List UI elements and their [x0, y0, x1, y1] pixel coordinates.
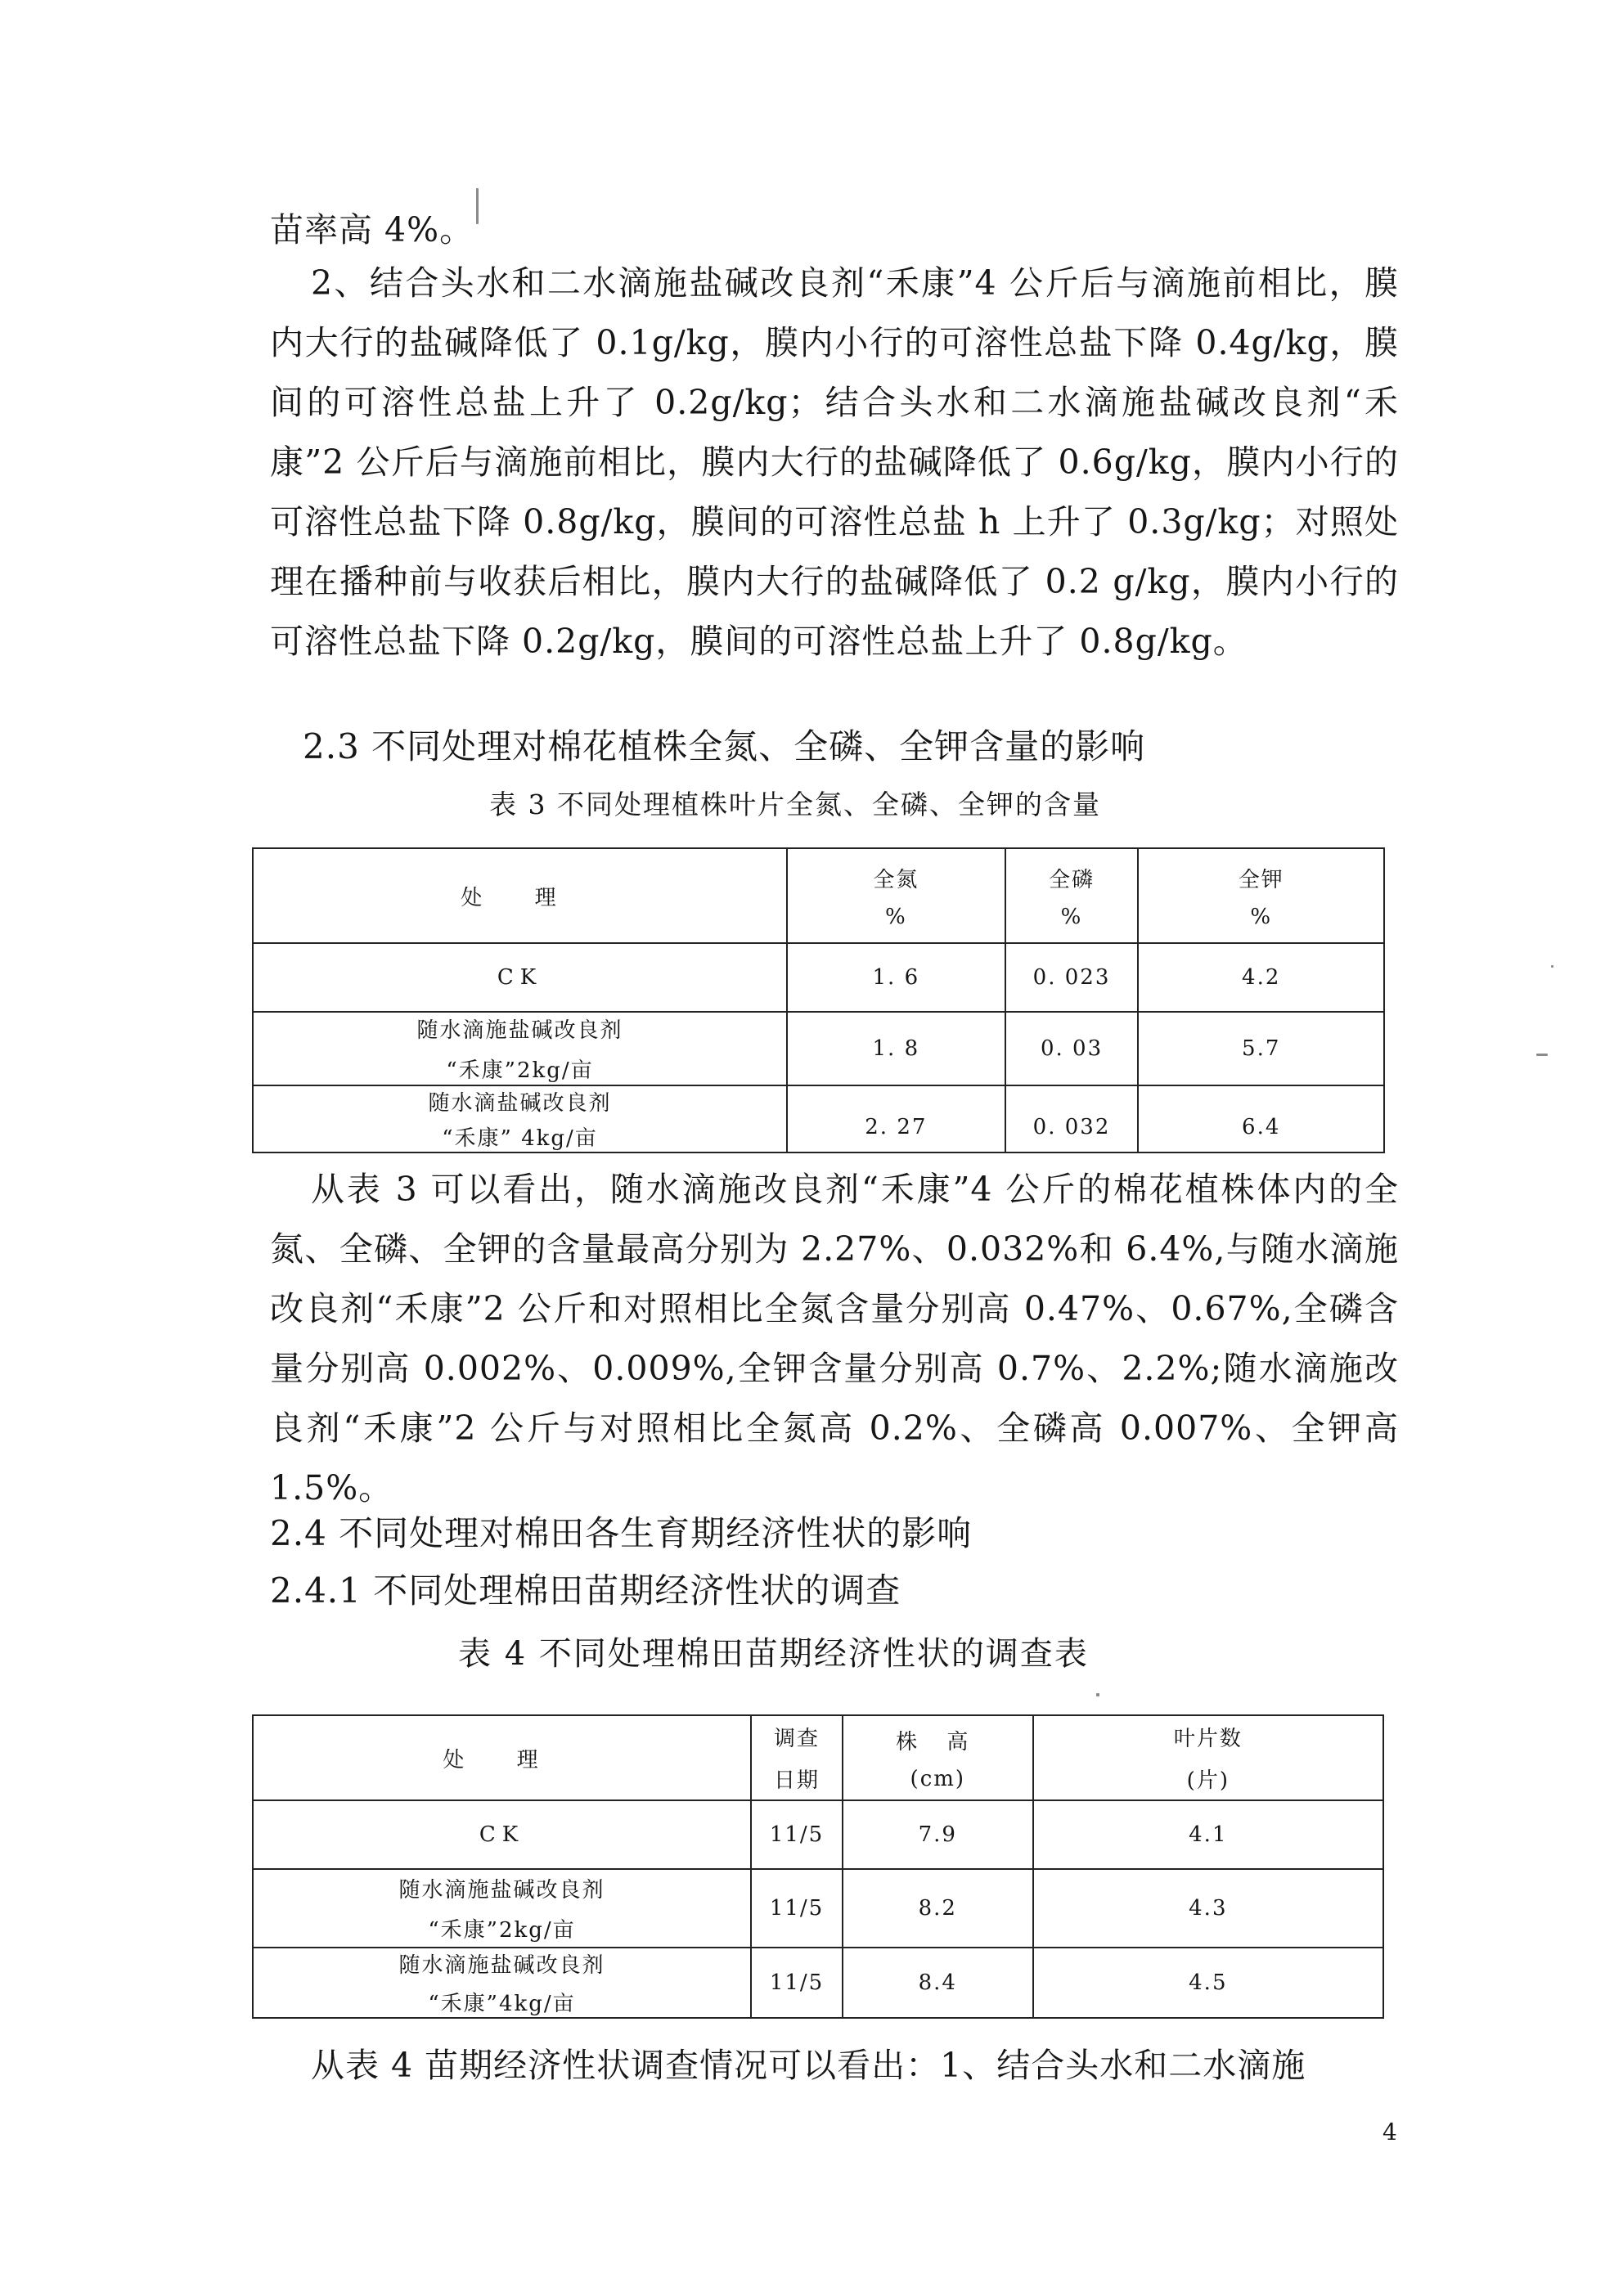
treatment-name: CK — [479, 1822, 525, 1847]
nitrogen-cell: 1. 8 — [787, 1012, 1005, 1085]
header-label: 全氮 — [873, 867, 919, 892]
potassium-cell: 6.4 — [1138, 1085, 1384, 1152]
table3-header-phosphorus — [1005, 848, 1139, 943]
header-label: 全磷 — [1049, 867, 1095, 892]
scan-mark — [1551, 965, 1553, 968]
section-heading-2-4: 2.4 不同处理对棉田各生育期经济性状的影响 — [270, 1513, 973, 1553]
table4-header-row — [253, 1715, 1383, 1800]
treatment-dose: “禾康”2kg/亩 — [446, 1058, 594, 1083]
treatment-name: 随水滴施盐碱改良剂 — [416, 1018, 623, 1043]
scan-mark — [1536, 1054, 1548, 1056]
treatment-name: 随水滴施盐碱改良剂 — [398, 1953, 605, 1978]
section-heading-2-3: 2.3 不同处理对棉花植株全氮、全磷、全钾含量的影响 — [303, 726, 1146, 766]
table-row — [253, 943, 1384, 1012]
table3-caption: 表 3 不同处理植株叶片全氮、全磷、全钾的含量 — [489, 789, 1101, 820]
section-heading-2-4-1: 2.4.1 不同处理棉田苗期经济性状的调查 — [270, 1570, 901, 1611]
scan-mark — [476, 188, 479, 224]
table3-header-treatment: 处 理 — [253, 848, 787, 943]
nitrogen-cell: 2. 27 — [787, 1085, 1005, 1152]
table4 — [252, 1714, 1384, 2019]
header-label: 叶片数 — [1173, 1727, 1243, 1751]
table3-header-potassium — [1138, 848, 1384, 943]
header-unit: (片) — [1186, 1768, 1230, 1793]
treatment-name: CK — [497, 965, 543, 990]
paragraph-table3-analysis: 从表 3 可以看出，随水滴施改良剂“禾康”4 公斤的棉花植株体内的全氮、全磷、全钾的含量最高分别为 2.27%、0.032%和 6.4%,与随水滴施改良剂“禾康”2 公斤和对照相比全氮含量分别高 0.47%、0.67%,全磷含量分别高 0.002%、0.009%,全钾含量分别高 0.7%、2.2%;随水滴施改良剂“禾康”2 公斤与对照相比全氮高 0.2%、全磷高 0.007%、全钾高 1.5%。 — [270, 1170, 1399, 1507]
table-row — [253, 1800, 1383, 1869]
potassium-cell: 5.7 — [1138, 1012, 1384, 1085]
header-unit: (cm) — [910, 1766, 966, 1791]
treatment-cell — [253, 1948, 751, 2018]
nitrogen-cell: 1. 6 — [787, 943, 1005, 1012]
treatment-dose: “禾康” 4kg/亩 — [442, 1126, 598, 1151]
header-label: 株 高 — [896, 1729, 980, 1755]
table4-header-treatment: 处 理 — [253, 1715, 751, 1800]
date-cell: 11/5 — [751, 1869, 843, 1948]
header-label: 日期 — [774, 1768, 820, 1793]
date-cell: 11/5 — [751, 1948, 843, 2018]
page-number: 4 — [1382, 2119, 1397, 2145]
height-cell: 8.4 — [843, 1948, 1033, 2018]
header-label: 调查 — [774, 1727, 820, 1751]
treatment-cell — [253, 1085, 787, 1152]
phosphorus-cell: 0. 032 — [1005, 1085, 1139, 1152]
leaves-cell: 4.5 — [1033, 1948, 1383, 2018]
table-row — [253, 1948, 1383, 2018]
paragraph-continuation: 苗率高 4%。 — [270, 210, 474, 249]
paragraph-salinity-results: 2、结合头水和二水滴施盐碱改良剂“禾康”4 公斤后与滴施前相比，膜内大行的盐碱降低了 0.1g/kg，膜内小行的可溶性总盐下降 0.4g/kg，膜间的可溶性总盐上升了 0.2g/kg；结合头水和二水滴施盐碱改良剂“禾康”2 公斤后与滴施前相比，膜内大行的盐碱降低了 0.6g/kg，膜内小行的可溶性总盐下降 0.8g/kg，膜间的可溶性总盐 h 上升了 0.3g/kg；对照处理在播种前与收获后相比，膜内大行的盐碱降低了 0.2 g/kg，膜内小行的可溶性总盐下降 0.2g/kg，膜间的可溶性总盐上升了 0.8g/kg。 — [270, 263, 1399, 661]
phosphorus-cell: 0. 023 — [1005, 943, 1139, 1012]
header-unit: % — [1060, 904, 1083, 929]
treatment-name: 随水滴施盐碱改良剂 — [398, 1878, 605, 1903]
table4-caption: 表 4 不同处理棉田苗期经济性状的调查表 — [458, 1635, 1089, 1673]
treatment-cell — [253, 1012, 787, 1085]
table4-header-height — [843, 1715, 1033, 1800]
phosphorus-cell: 0. 03 — [1005, 1012, 1139, 1085]
leaves-cell: 4.3 — [1033, 1869, 1383, 1948]
paragraph-table4-analysis: 从表 4 苗期经济性状调查情况可以看出：1、结合头水和二水滴施 — [311, 2046, 1306, 2085]
table-row — [253, 1012, 1384, 1085]
height-cell: 7.9 — [843, 1800, 1033, 1869]
table4-header-date — [751, 1715, 843, 1800]
treatment-name: 随水滴盐碱改良剂 — [428, 1091, 612, 1116]
leaves-cell: 4.1 — [1033, 1800, 1383, 1869]
table3 — [252, 847, 1385, 1153]
potassium-cell: 4.2 — [1138, 943, 1384, 1012]
table3-header-row — [253, 848, 1384, 943]
header-unit: % — [1250, 904, 1273, 929]
treatment-dose: “禾康”4kg/亩 — [428, 1992, 576, 2016]
table3-header-nitrogen — [787, 848, 1005, 943]
scan-mark — [1096, 1693, 1099, 1696]
header-unit: % — [884, 904, 907, 929]
table4-header-leaves — [1033, 1715, 1383, 1800]
date-cell: 11/5 — [751, 1800, 843, 1869]
header-label: 全钾 — [1238, 867, 1284, 892]
treatment-cell — [253, 943, 787, 1012]
treatment-cell — [253, 1869, 751, 1948]
height-cell: 8.2 — [843, 1869, 1033, 1948]
treatment-cell — [253, 1800, 751, 1869]
table-row — [253, 1869, 1383, 1948]
table-row — [253, 1085, 1384, 1152]
treatment-dose: “禾康”2kg/亩 — [428, 1918, 576, 1943]
